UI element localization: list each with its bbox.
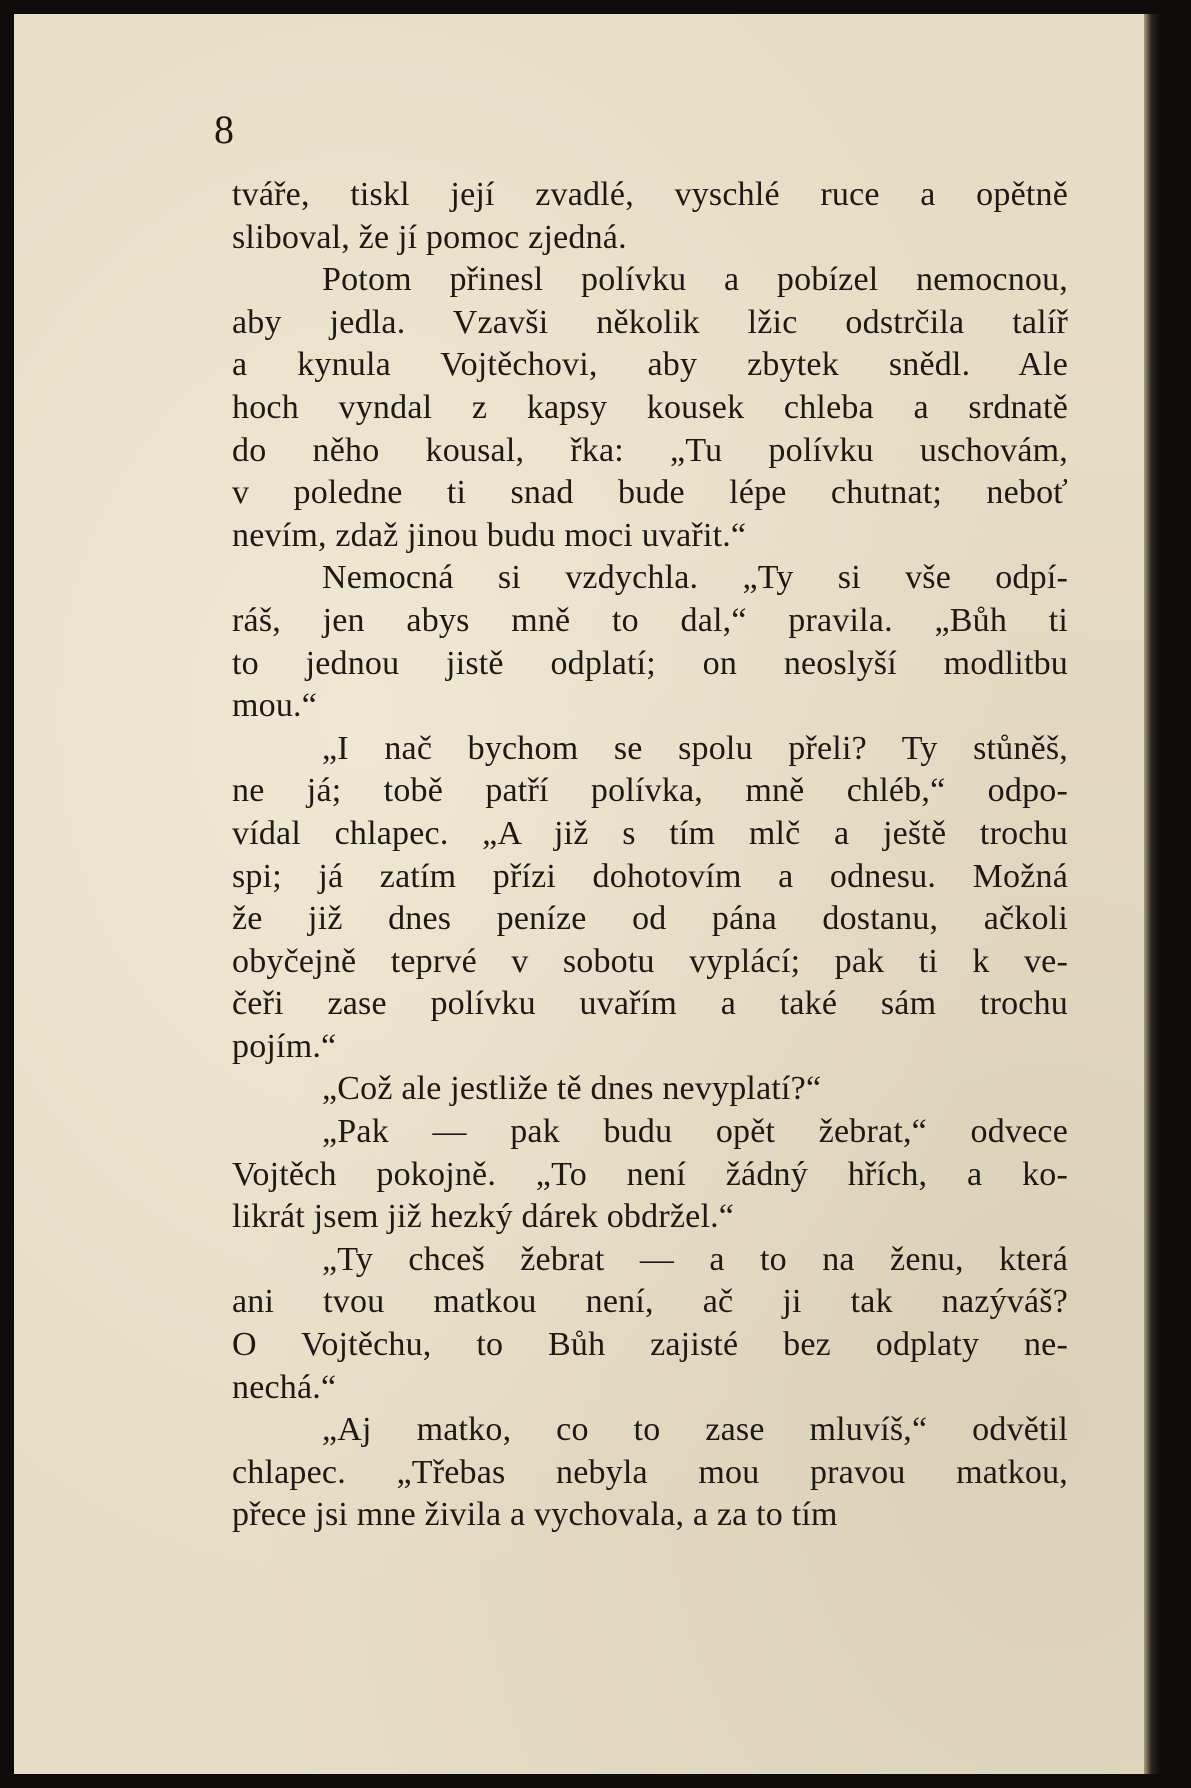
text-line: „Pak — pak budu opět žebrat,“ odvece xyxy=(322,1113,1068,1151)
text-line: „I nač bychom se spolu přeli? Ty stůněš, xyxy=(322,729,1068,767)
text-line: do něho kousal, řka: „Tu polívku uschovám, xyxy=(232,431,1068,469)
body-text xyxy=(232,174,1068,1537)
text-line: ani tvou matkou není, ač ji tak nazýváš? xyxy=(232,1283,1068,1321)
book-binding xyxy=(1144,14,1162,1774)
paragraph xyxy=(232,1111,1068,1239)
paragraph xyxy=(232,1239,1068,1409)
text-line: ne já; tobě patří polívka, mně chléb,“ odpo- xyxy=(232,772,1068,810)
text-line: Nemocná si vzdychla. „Ty si vše odpí- xyxy=(322,559,1068,597)
text-line: nechá.“ xyxy=(232,1368,337,1406)
paragraph xyxy=(232,557,1068,727)
text-line: přece jsi mne živila a vychovala, a za to tím xyxy=(232,1496,838,1534)
text-line: „Aj matko, co to zase mluvíš,“ odvětil xyxy=(322,1411,1068,1449)
text-line: pojím.“ xyxy=(232,1027,337,1065)
text-line: tváře, tiskl její zvadlé, vyschlé ruce a opětně xyxy=(232,176,1068,213)
text-line: a kynula Vojtěchovi, aby zbytek snědl. Ale xyxy=(232,346,1068,384)
paragraph xyxy=(232,174,1068,259)
text-line: hoch vyndal z kapsy kousek chleba a srdnatě xyxy=(232,388,1068,426)
text-line: Potom přinesl polívku a pobízel nemocnou, xyxy=(322,261,1068,299)
text-line: nevím, zdaž jinou budu moci uvařit.“ xyxy=(232,516,747,554)
text-line: „Ty chceš žebrat — a to na ženu, která xyxy=(322,1240,1068,1278)
text-line: to jednou jistě odplatí; on neoslyší modlitbu xyxy=(232,644,1068,682)
page-number: 8 xyxy=(214,107,234,152)
book-page xyxy=(14,14,1162,1774)
text-line: sliboval, že jí pomoc zjedná. xyxy=(232,218,627,256)
paragraph xyxy=(232,1068,1068,1111)
text-line: čeři zase polívku uvařím a také sám trochu xyxy=(232,985,1068,1023)
text-line: likrát jsem již hezký dárek obdržel.“ xyxy=(232,1198,735,1236)
paragraph xyxy=(232,259,1068,557)
text-line: spi; já zatím přízi dohotovím a odnesu. Možná xyxy=(232,857,1068,895)
text-line: „Což ale jestliže tě dnes nevyplatí?“ xyxy=(322,1070,822,1108)
text-line: mou.“ xyxy=(232,687,318,725)
text-line: Vojtěch pokojně. „To není žádný hřích, a ko- xyxy=(232,1155,1068,1193)
text-line: v poledne ti snad bude lépe chutnat; neboť xyxy=(232,474,1068,512)
paragraph xyxy=(232,1409,1068,1537)
text-line: obyčejně teprvé v sobotu vyplácí; pak ti k ve- xyxy=(232,942,1068,980)
text-line: že již dnes peníze od pána dostanu, ačkoli xyxy=(232,900,1068,938)
paragraph xyxy=(232,728,1068,1069)
text-line: O Vojtěchu, to Bůh zajisté bez odplaty ne- xyxy=(232,1326,1068,1364)
text-line: chlapec. „Třebas nebyla mou pravou matkou, xyxy=(232,1453,1068,1491)
text-line: ráš, jen abys mně to dal,“ pravila. „Bůh ti xyxy=(232,601,1068,639)
text-line: aby jedla. Vzavši několik lžic odstrčila talíř xyxy=(232,303,1068,341)
text-line: vídal chlapec. „A již s tím mlč a ještě trochu xyxy=(232,814,1068,852)
